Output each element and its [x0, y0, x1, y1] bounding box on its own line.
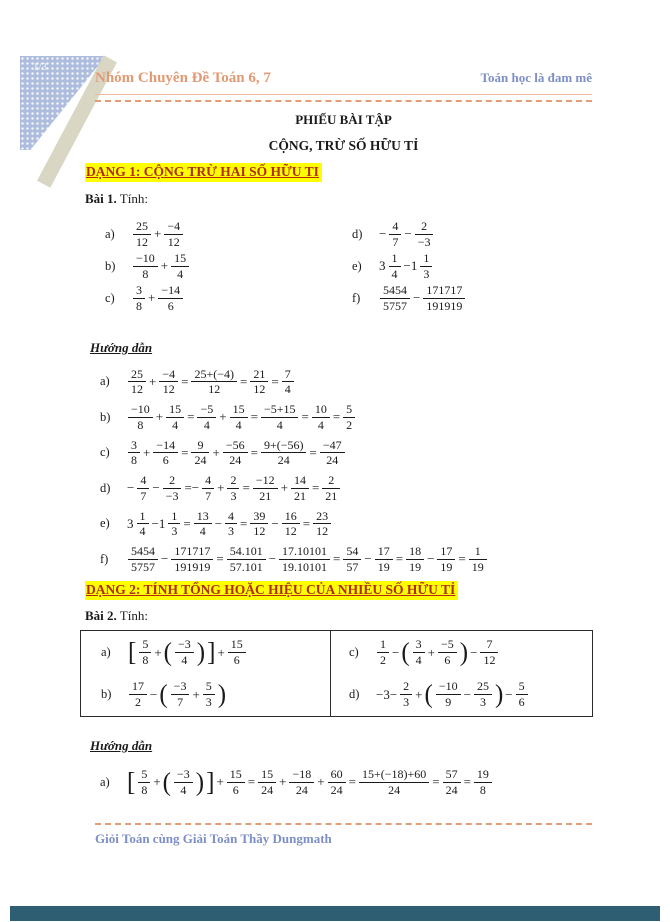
math-expression: $\frac{5454}{5757}$ − $\frac{171717}{191919}$ = $\frac{54.101}{57.101}$ − $\frac{17.10101}{19.10101}$ = $\frac{54}{57}$ − $\frac{17}{19}$ = $\frac{18}{19}$ − $\frac{17}{19}$ = $\frac{1}{19}$ — [126, 545, 489, 573]
math-expression: − $\frac{4}{7}$ − $\frac{2}{-3}$ — [378, 220, 435, 248]
math-expression: $\frac{-10}{8}$ + $\frac{15}{4}$ = $\frac{-5}{4}$ + $\frac{15}{4}$ = $\frac{-5+15}{4}$ = $\frac{10}{4}$ = $\frac{5}{2}$ — [126, 403, 357, 431]
item-label: f) — [352, 290, 361, 305]
doc-subtitle: CỘNG, TRỪ SỐ HỮU TỈ — [268, 138, 419, 153]
solution2-heading: Hướng dẫn — [90, 738, 153, 753]
doc-title: PHIẾU BÀI TẬP — [295, 112, 392, 127]
item-label: f) — [100, 551, 109, 566]
math-expression: $\frac{-10}{8}$ + $\frac{15}{4}$ — [131, 252, 191, 280]
item-label: b) — [101, 687, 112, 701]
solution-row — [100, 760, 494, 804]
solution-row — [100, 506, 489, 542]
math-expression: −3− $\frac{2}{3}$ + ( $\frac{-10}{9}$ − $\frac{25}{3}$ ) − $\frac{5}{6}$ — [375, 680, 530, 708]
item-label: d) — [349, 687, 360, 701]
page-number: 1/3 — [33, 61, 48, 73]
exercise2-label: Bài 2. — [85, 608, 117, 623]
math-expression: 3 $\frac{1}{4}$ −1 $\frac{1}{3}$ — [378, 252, 434, 280]
math-item — [105, 250, 191, 282]
table-cell-left — [81, 631, 331, 716]
math-expression: $\frac{3}{8}$ + $\frac{-14}{6}$ — [131, 284, 185, 312]
exercise1-text: Tính: — [116, 191, 148, 206]
math-item — [101, 674, 330, 716]
item-label: d) — [100, 480, 111, 495]
item-label: b) — [100, 409, 111, 424]
math-item — [352, 218, 467, 250]
solution-row — [100, 400, 489, 436]
math-expression: [ $\frac{5}{8}$ + ( $\frac{-3}{4}$ ) ] + $\frac{15}{6}$ = $\frac{15}{24}$ + $\frac{-18}{24}$ + $\frac{60}{24}$ = $\frac{15+(-18)+60}{24}$ = $\frac{57}{24}$ = $\frac{19}{8}$ — [126, 768, 494, 796]
item-label: c) — [105, 290, 115, 305]
bai1-solutions — [100, 364, 489, 577]
math-expression: $\frac{25}{12}$ + $\frac{-4}{12}$ = $\frac{25+(-4)}{12}$ = $\frac{21}{12}$ = $\frac{7}{4}$ — [126, 368, 296, 396]
exercise2-text: Tính: — [116, 608, 148, 623]
math-item — [352, 250, 467, 282]
item-label: e) — [352, 258, 362, 273]
math-expression: $\frac{25}{12}$ + $\frac{-4}{12}$ — [131, 220, 185, 248]
item-label: c) — [349, 645, 359, 659]
math-expression: $\frac{17}{2}$ − ( $\frac{-3}{7}$ + $\frac{5}{3}$ ) — [127, 680, 227, 708]
bai2-solutions — [100, 760, 494, 804]
table-cell-right — [331, 631, 592, 716]
footer-credit: Giỏi Toán cùng Giải Toán Thầy Dungmath — [95, 831, 332, 846]
exercise-table — [80, 630, 593, 717]
solution-row — [100, 435, 489, 471]
footer-rule — [95, 823, 592, 825]
math-item — [105, 282, 191, 314]
solution1-heading: Hướng dẫn — [90, 340, 153, 355]
header-motto: Toán học là đam mê — [480, 70, 592, 85]
header-rule — [95, 94, 592, 102]
item-label: d) — [352, 226, 363, 241]
math-expression: $\frac{3}{8}$ + $\frac{-14}{6}$ = $\frac{9}{24}$ + $\frac{-56}{24}$ = $\frac{9+(-56)}{24}$ = $\frac{-47}{24}$ — [126, 439, 347, 467]
math-item — [349, 674, 592, 716]
item-label: c) — [100, 445, 110, 460]
math-expression: 3 $\frac{1}{4}$ −1 $\frac{1}{3}$ = $\frac{13}{4}$ − $\frac{4}{3}$ = $\frac{39}{12}$ − $\frac{16}{12}$ = $\frac{23}{12}$ — [126, 510, 333, 538]
item-label: a) — [100, 774, 110, 789]
item-label: a) — [101, 645, 111, 659]
bai1-items-right — [352, 218, 467, 314]
math-expression: $\frac{5454}{5757}$ − $\frac{171717}{191919}$ — [378, 284, 467, 312]
math-expression: $\frac{1}{2}$ − ( $\frac{3}{4}$ + $\frac{-5}{6}$ ) − $\frac{7}{12}$ — [375, 638, 500, 666]
item-label: e) — [100, 516, 110, 531]
item-label: b) — [105, 258, 116, 273]
section2-heading: DẠNG 2: TÍNH TỔNG HOẶC HIỆU CỦA NHIỀU SỐ HỮU TỈ — [85, 581, 458, 600]
bai1-items-left — [105, 218, 191, 314]
item-label: a) — [100, 374, 110, 389]
math-item — [101, 632, 330, 674]
math-item — [349, 632, 592, 674]
exercise1-label: Bài 1. — [85, 191, 117, 206]
item-label: a) — [105, 226, 115, 241]
page-header — [95, 70, 592, 87]
math-item — [352, 282, 467, 314]
solution-row — [100, 542, 489, 578]
section1-heading: DẠNG 1: CỘNG TRỪ HAI SỐ HỮU TI — [85, 163, 322, 182]
math-expression: [ $\frac{5}{8}$ + ( $\frac{-3}{4}$ ) ] + $\frac{15}{6}$ — [127, 638, 248, 666]
math-item — [105, 218, 191, 250]
math-expression: − $\frac{4}{7}$ − $\frac{2}{-3}$ =− $\frac{4}{7}$ + $\frac{2}{3}$ = $\frac{-12}{21}$ + $\frac{14}{21}$ = $\frac{2}{21}$ — [126, 474, 342, 502]
exercise1-title — [85, 191, 148, 207]
solution-row — [100, 364, 489, 400]
footer-bar — [10, 906, 660, 921]
solution-row — [100, 471, 489, 507]
header-group-title: Nhóm Chuyên Đề Toán 6, 7 — [95, 70, 271, 86]
exercise2-title — [85, 608, 148, 624]
